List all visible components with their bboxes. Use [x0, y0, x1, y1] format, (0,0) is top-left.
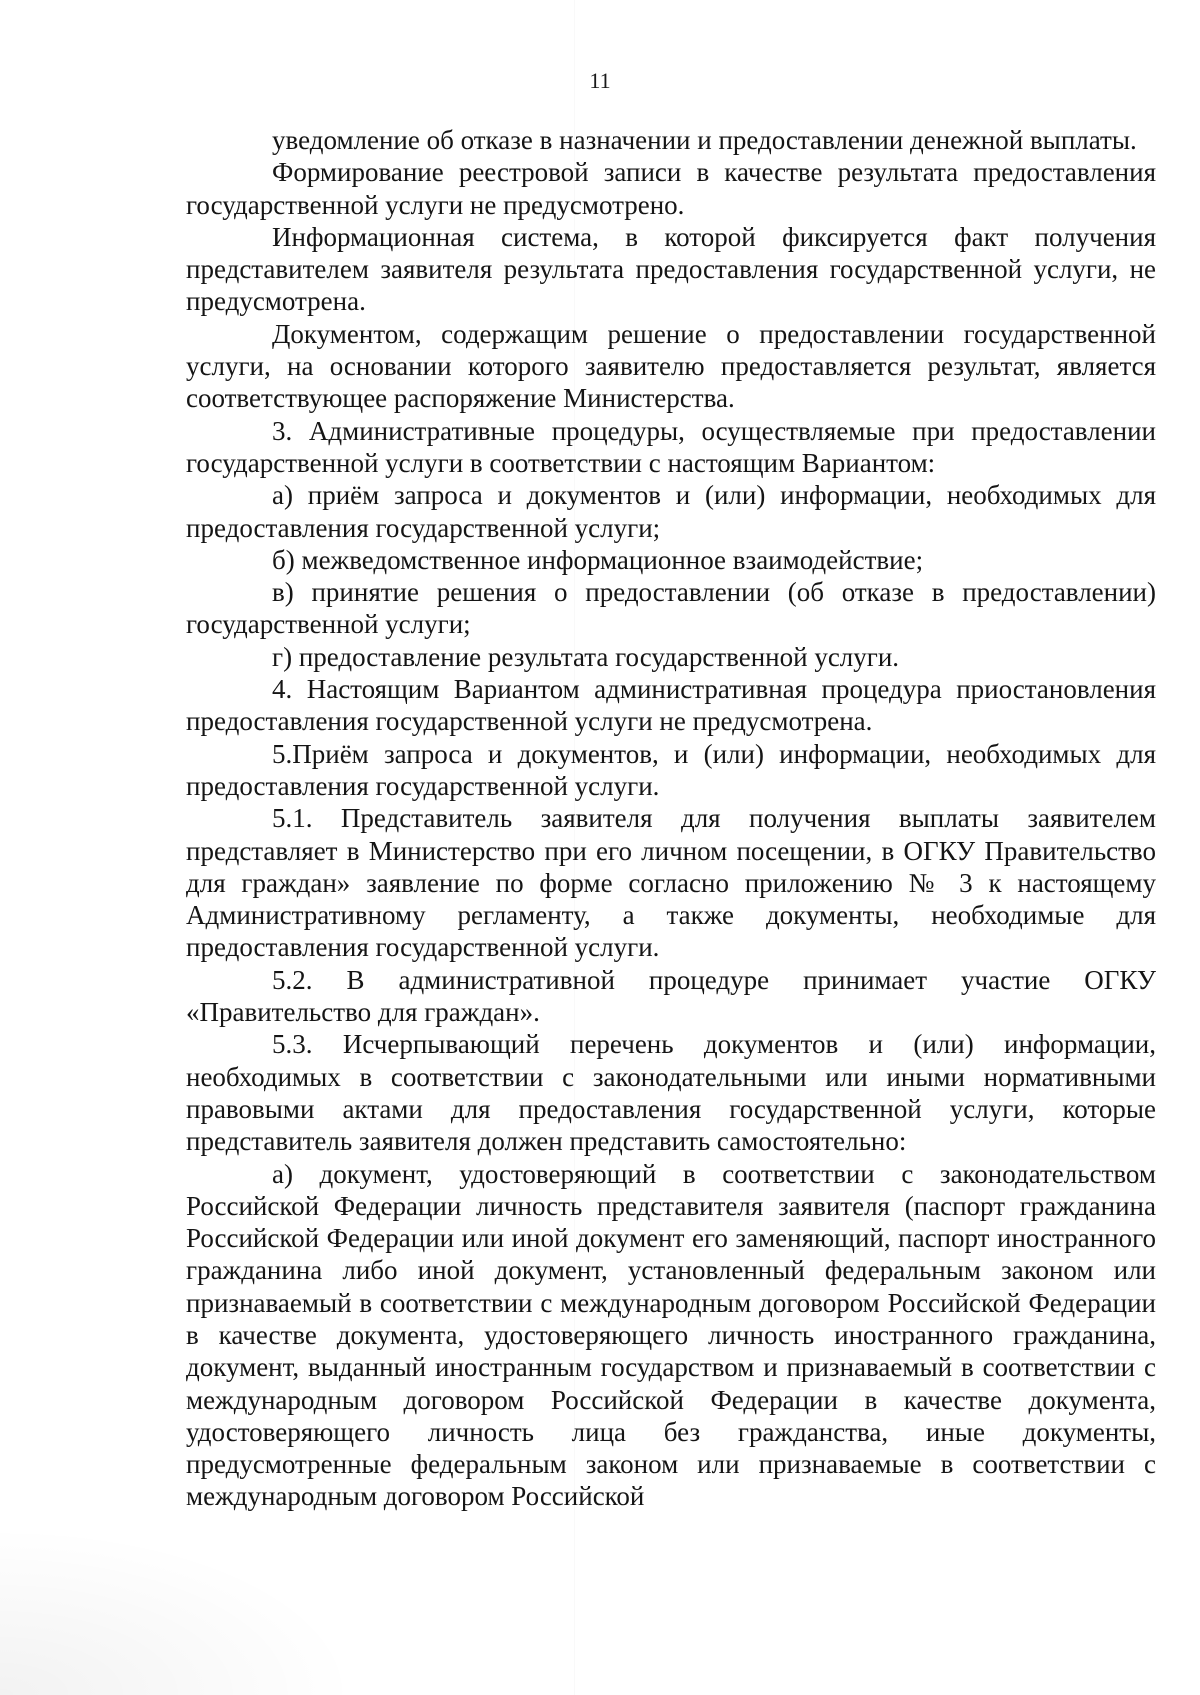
document-body: [186, 124, 1156, 1513]
paragraph: 3. Административные процедуры, осуществляемые при предоставлении государственной услуги в соответствии с настоящим Вариантом:: [186, 415, 1156, 478]
list-item: б) межведомственное информационное взаимодействие;: [272, 544, 924, 575]
list-item: г) предоставление результата государственной услуги.: [272, 641, 900, 672]
list-item: в) принятие решения о предоставлении (об отказе в предоставлении) государственной услуги;: [186, 577, 1156, 640]
scan-artifact: [0, 1525, 360, 1695]
paragraph: 5.Приём запроса и документов, и (или) информации, необходимых для предоставления государственной услуги.: [186, 738, 1156, 801]
paragraph: 4. Настоящим Вариантом административная процедура приостановления предоставления государственной услуги не предусмотрена.: [186, 674, 1156, 737]
paragraph: 5.1. Представитель заявителя для получения выплаты заявителем представляет в Министерство при его личном посещении, в ОГКУ Правительство для граждан» заявление по форме согласно приложению № 3 к настоящему Административному регламенту, а также документы, необходимые для предоставления государственной услуги.: [186, 803, 1156, 963]
list-item: а) документ, удостоверяющий в соответствии с законодательством Российской Федерации личность представителя заявителя (паспорт гражданина Российской Федерации или иной документ его заменяющий, паспорт иностранного гражданина либо иной документ, установленный федеральным законом или признаваемый в соответствии с международным договором Российской Федерации в качестве документа, удостоверяющего личность иностранного гражданина, документ, выданный иностранным государством и признаваемый в соответствии с международным договором Российской Федерации в качестве документа, удостоверяющего личность лица без гражданства, иные документы, предусмотренные федеральным законом или признаваемые в соответствии с международным договором Российской: [186, 1158, 1156, 1512]
paragraph: 5.3. Исчерпывающий перечень документов и (или) информации, необходимых в соответствии с законодательными или иными нормативными правовыми актами для предоставления государственной услуги, которые представитель заявителя должен представить самостоятельно:: [186, 1029, 1156, 1157]
paragraph: 5.2. В административной процедуре принимает участие ОГКУ «Правительство для граждан».: [186, 964, 1156, 1028]
paragraph: уведомление об отказе в назначении и предоставлении денежной выплаты.: [272, 125, 1137, 155]
paragraph: Формирование реестровой записи в качестве результата предоставления государственной услуги не предусмотрено.: [186, 157, 1156, 220]
paragraph: Документом, содержащим решение о предоставлении государственной услуги, на основании которого заявителю предоставляется результат, является соответствующее распоряжение Министерства.: [186, 318, 1156, 414]
paragraph: Информационная система, в которой фиксируется факт получения представителем заявителя результата предоставления государственной услуги, не предусмотрена.: [186, 221, 1156, 317]
list-item: а) приём запроса и документов и (или) информации, необходимых для предоставления государственной услуги;: [186, 480, 1156, 543]
page-number: 11: [589, 68, 611, 93]
